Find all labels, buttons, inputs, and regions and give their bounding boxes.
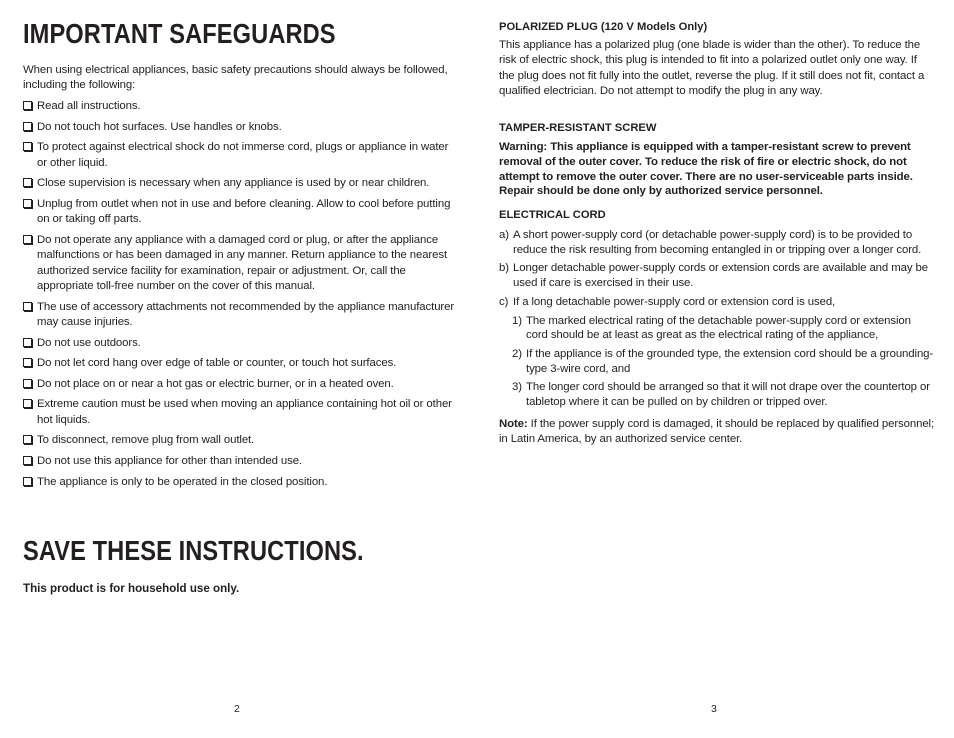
intro-text: When using electrical appliances, basic safety precautions should always be followed, including the following: — [23, 64, 448, 92]
list-item: The use of accessory attachments not recommended by the appliance manufacturer may cause injuries. — [23, 300, 455, 331]
polarized-plug-section — [499, 20, 935, 100]
checkbox-icon — [23, 142, 32, 151]
list-item: Do not operate any appliance with a damaged cord or plug, or after the appliance malfunctions or has been damaged in any manner. Return appliance to the nearest authorized service facility for examination, repair or adjustment. Or, call the appropriate toll-free number on the cover of this manual. — [23, 233, 455, 295]
list-item: Do not place on or near a hot gas or electric burner, or in a heated oven. — [23, 377, 455, 392]
list-item: Read all instructions. — [23, 99, 455, 114]
tamper-screw-title: TAMPER-RESISTANT SCREW — [499, 122, 657, 134]
checkbox-icon — [23, 379, 32, 388]
tamper-screw-section — [499, 121, 935, 199]
checkbox-icon — [23, 338, 32, 347]
list-item: Do not let cord hang over edge of table or counter, or touch hot surfaces. — [23, 356, 455, 371]
list-item: Do not use this appliance for other than intended use. — [23, 454, 455, 469]
cord-list — [499, 228, 935, 309]
polarized-plug-title: POLARIZED PLUG (120 V Models Only) — [499, 21, 708, 33]
electrical-cord-title: ELECTRICAL CORD — [499, 209, 606, 221]
list-item: Do not touch hot surfaces. Use handles or knobs. — [23, 120, 455, 135]
cord-note — [499, 417, 935, 447]
checkbox-icon — [23, 399, 32, 408]
checkbox-icon — [23, 235, 32, 244]
page-number-right: 3 — [711, 703, 717, 715]
checkbox-icon — [23, 302, 32, 311]
list-item: To disconnect, remove plug from wall outlet. — [23, 433, 455, 448]
safeguards-list — [23, 99, 455, 495]
checkbox-icon — [23, 178, 32, 187]
page-number-left: 2 — [234, 703, 240, 715]
checkbox-icon — [23, 358, 32, 367]
list-item: Do not use outdoors. — [23, 336, 455, 351]
checkbox-icon — [23, 101, 32, 110]
checkbox-icon — [23, 122, 32, 131]
list-item: 2) If the appliance is of the grounded type, the extension cord should be a grounding-type 3-wire cord, and — [512, 347, 934, 375]
cord-sublist — [499, 314, 935, 410]
list-item: c) If a long detachable power-supply cord or extension cord is used, — [499, 295, 836, 308]
list-item: Unplug from outlet when not in use and before cleaning. Allow to cool before putting on or taking off parts. — [23, 197, 455, 228]
list-item: To protect against electrical shock do not immerse cord, plugs or appliance in water or other liquid. — [23, 140, 455, 171]
list-item: Close supervision is necessary when any appliance is used by or near children. — [23, 176, 455, 191]
save-instructions-heading: SAVE THESE INSTRUCTIONS. — [23, 535, 364, 566]
electrical-cord-section — [499, 208, 935, 447]
checkbox-icon — [23, 199, 32, 208]
list-item: The appliance is only to be operated in the closed position. — [23, 475, 455, 490]
polarized-plug-text: This appliance has a polarized plug (one blade is wider than the other). To reduce the risk of electric shock, this plug is intended to fit into a polarized outlet only one way. If the plug does not fit fully into the outlet, reverse the plug. If it still does not fit, contact a qualified electrician. Do not attempt to modify the plug in any way. — [499, 39, 925, 98]
list-item: Extreme caution must be used when moving an appliance containing hot oil or other hot liquids. — [23, 397, 455, 428]
list-item: b) Longer detachable power-supply cords or extension cords are available and may be used if care is exercised in their use. — [499, 262, 928, 289]
list-item: 1) The marked electrical rating of the detachable power-supply cord or extension cord should be at least as great as the electrical rating of the appliance, — [512, 314, 911, 342]
household-use-note: This product is for household use only. — [23, 582, 240, 595]
list-item: 3) The longer cord should be arranged so that it will not drape over the countertop or tabletop where it can be pulled on by children or tripped over. — [512, 381, 930, 408]
checkbox-icon — [23, 477, 32, 486]
list-item: a) A short power-supply cord (or detachable power-supply cord) is to be provided to reduce the risk resulting from becoming entangled in or tripping over a longer cord. — [499, 229, 922, 256]
page-title: IMPORTANT SAFEGUARDS — [23, 18, 336, 49]
tamper-screw-text: Warning: This appliance is equipped with a tamper-resistant screw to prevent removal of the outer cover. To reduce the risk of fire or electric shock, do not attempt to remove the outer cover. There are no user-serviceable parts inside. Repair should be done only by authorized service personnel. — [499, 141, 913, 198]
checkbox-icon — [23, 456, 32, 465]
note-text: If the power supply cord is damaged, it should be replaced by qualified personnel; in Latin America, by an authorized service center. — [499, 418, 935, 446]
checkbox-icon — [23, 435, 32, 444]
note-label: Note: — [499, 418, 528, 431]
